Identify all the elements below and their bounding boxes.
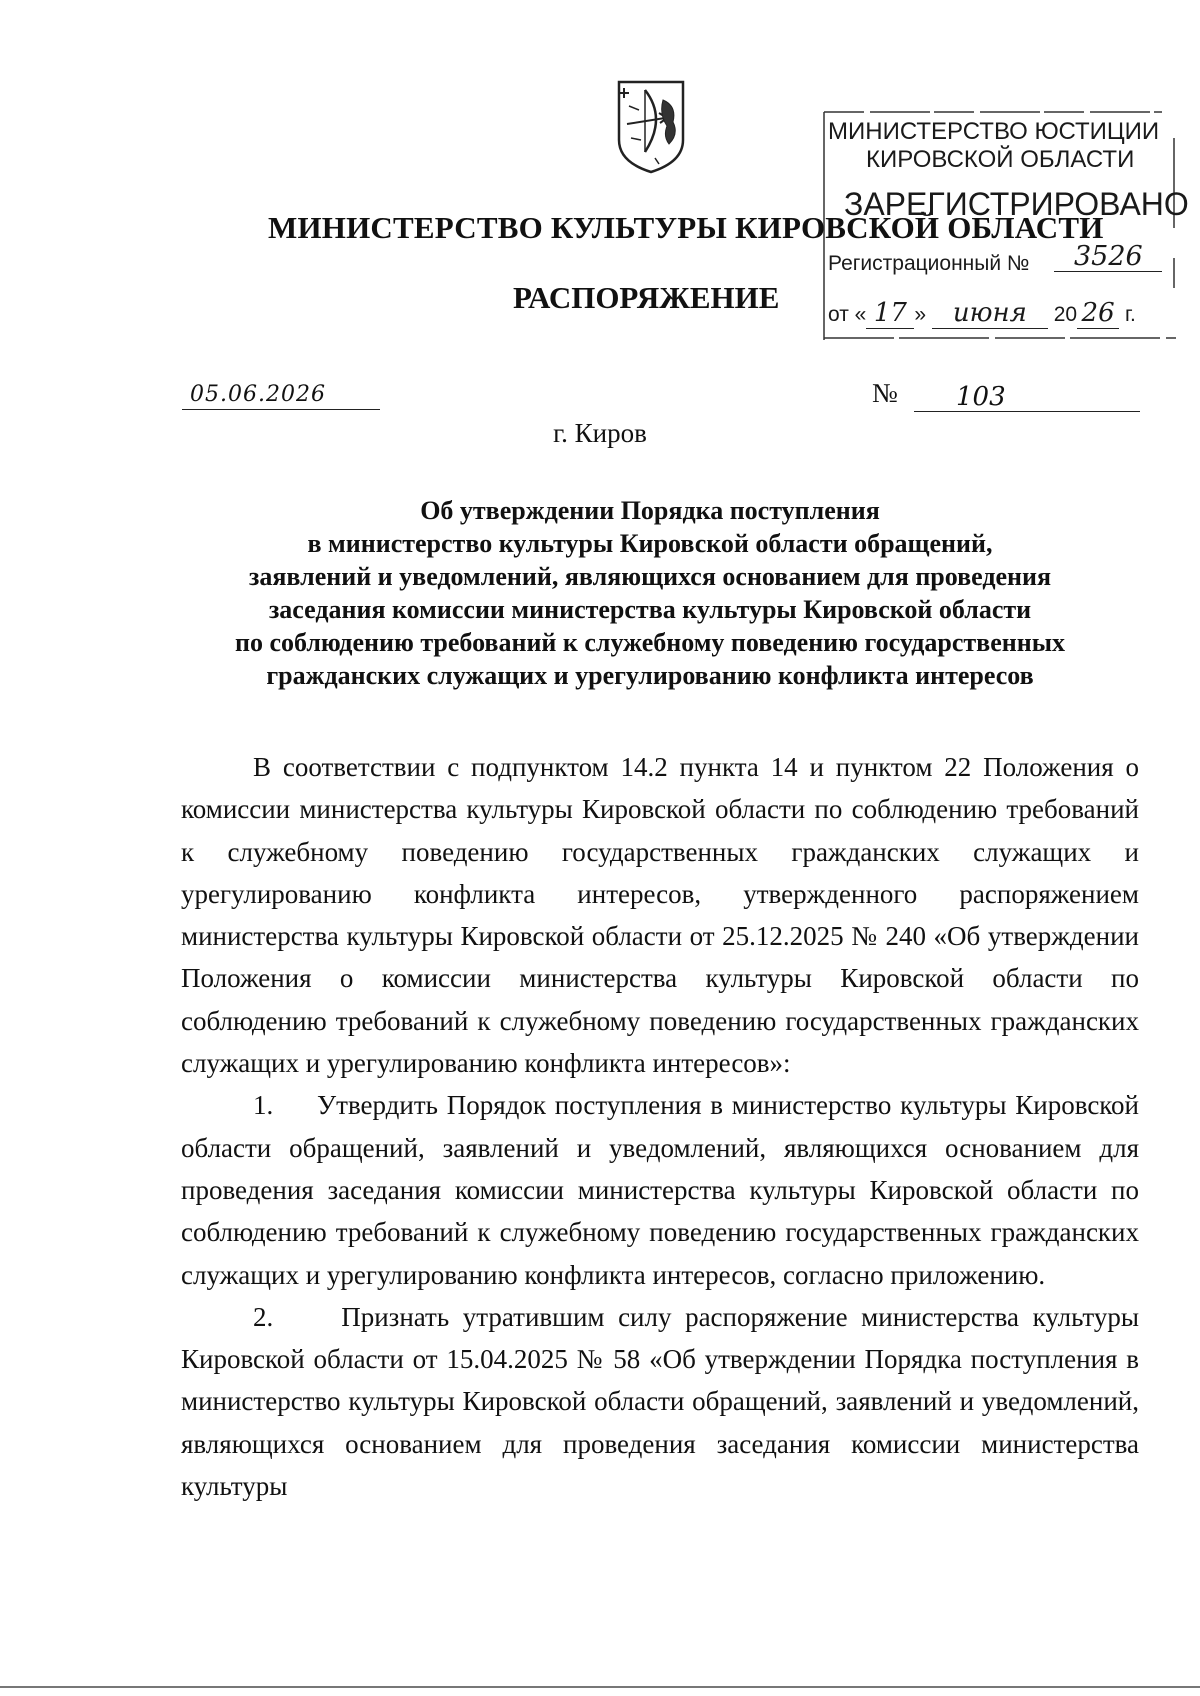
stamp-date-suffix: г. — [1124, 303, 1136, 326]
item-1-number: 1. — [253, 1090, 274, 1121]
item-2-paragraph — [181, 1296, 1139, 1507]
heading-line: Об утверждении Порядка поступления — [420, 496, 880, 525]
page-bottom-edge — [0, 1686, 1200, 1688]
number-sign: № — [872, 378, 898, 408]
document-type: РАСПОРЯЖЕНИЕ — [513, 280, 780, 315]
stamp-registered-line: ЗАРЕГИСТРИРОВАНО — [844, 186, 1189, 222]
heading-line: заседания комиссии министерства культуры Кировской области — [268, 595, 1032, 624]
stamp-date — [828, 298, 1136, 329]
document-city: г. Киров — [553, 418, 647, 448]
ministry-title: МИНИСТЕРСТВО КУЛЬТУРЫ КИРОВСКОЙ ОБЛАСТИ — [268, 210, 1104, 245]
item-2-text: Признать утратившим силу распоряжение министерства культуры Кировской области от 15.04.2025 № 58 «Об утверждении Порядка поступления в министерство культуры Кировской области обращений, заявлений и уведомлений, являющихся основанием для проведения заседания комиссии министерства культуры — [181, 1301, 1140, 1502]
item-1-paragraph — [181, 1084, 1139, 1295]
heading-line: гражданских служащих и урегулированию конфликта интересов — [266, 661, 1034, 690]
stamp-region-line: КИРОВСКОЙ ОБЛАСТИ — [866, 146, 1135, 173]
stamp-reg-number: 3526 — [1054, 242, 1162, 272]
preamble-text: В соответствии с подпунктом 14.2 пункта 14 и пунктом 22 Положения о комиссии министерства культуры Кировской области по соблюдению требований к служебному поведению государственных гражданских служащих и урегулированию конфликта интересов, утвержденного распоряжением министерства культуры Кировской области от 25.12.2025 № 240 «Об утверждении Положения о комиссии министерства культуры Кировской области по соблюдению требований к служебному поведению государственных гражданских служащих и урегулированию конфликта интересов»: — [181, 752, 1139, 1079]
heading-line: заявлений и уведомлений, являющихся основанием для проведения — [248, 562, 1052, 591]
stamp-date-year: 26 — [1077, 298, 1119, 329]
stamp-date-month: июня — [932, 298, 1048, 329]
item-1-text: Утвердить Порядок поступления в министерство культуры Кировской области обращений, заявлений и уведомлений, являющихся основанием для проведения заседания комиссии министерства культуры Кировской области по соблюдению требований к служебному поведению государственных гражданских служащих и урегулированию конфликта интересов, согласно приложению. — [181, 1090, 1139, 1290]
stamp-date-century: 20 — [1053, 303, 1078, 326]
preamble-paragraph — [181, 746, 1139, 1084]
stamp-date-prefix: от « — [828, 303, 867, 326]
kirov-coat-of-arms-icon — [615, 78, 687, 174]
stamp-reg-label: Регистрационный № — [828, 252, 1030, 275]
document-date: 05.06.2026 — [182, 382, 380, 410]
stamp-date-day: 17 — [866, 298, 914, 329]
stamp-date-mid: » — [914, 303, 927, 326]
document-heading — [170, 494, 1130, 692]
registration-stamp — [822, 108, 1189, 340]
document-body — [181, 746, 1139, 1507]
stamp-ministry-line: МИНИСТЕРСТВО ЮСТИЦИИ — [828, 118, 1160, 145]
item-2-number: 2. — [253, 1301, 274, 1332]
heading-line: в министерство культуры Кировской области обращений, — [307, 529, 993, 558]
heading-line: по соблюдению требований к служебному поведению государственных — [234, 628, 1066, 657]
document-number: 103 — [914, 382, 1140, 412]
